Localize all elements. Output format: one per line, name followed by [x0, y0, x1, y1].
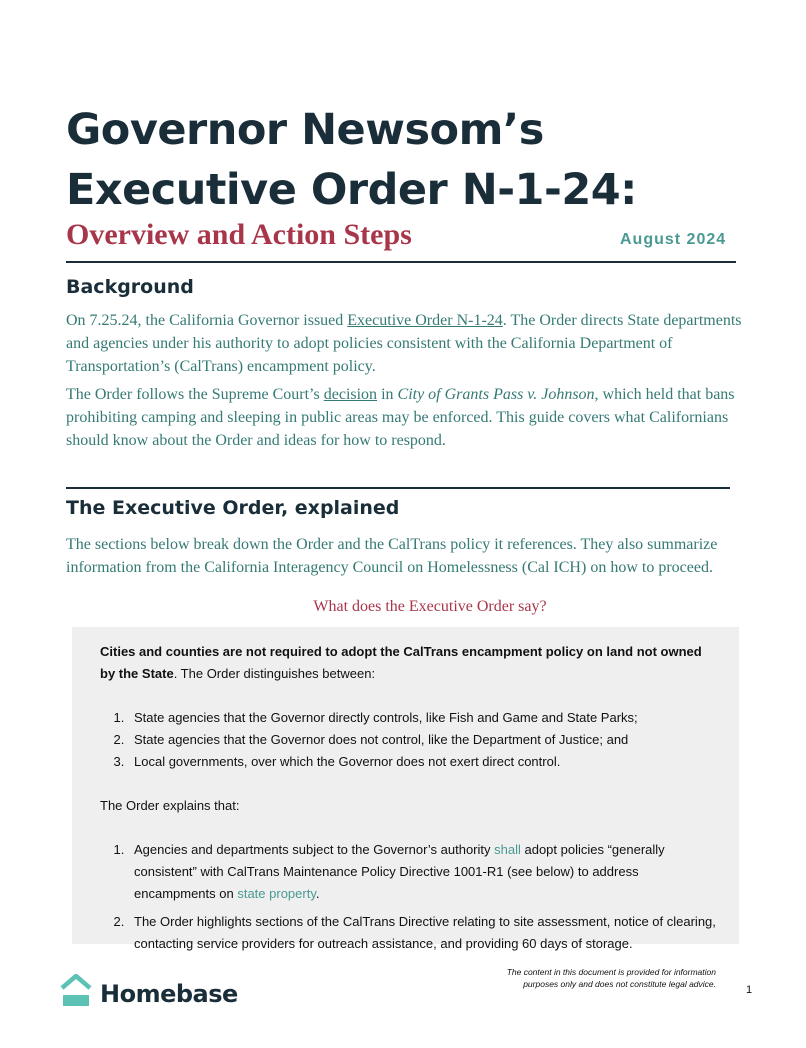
document-title: Governor Newsom’s Executive Order N-1-24: — [66, 105, 637, 215]
page-number: 1 — [746, 984, 753, 996]
supreme-court-decision-link[interactable]: decision — [323, 386, 378, 403]
list-item: 1. State agencies that the Governor directly controls, like Fish and Game and State Parks; — [128, 707, 720, 729]
case-name: City of Grants Pass v. Johnson — [397, 386, 595, 403]
executive-order-summary-box — [72, 627, 739, 951]
header-divider — [66, 261, 736, 263]
executive-order-link[interactable]: Executive Order N-1-24 — [347, 312, 503, 329]
box-question-heading: What does the Executive Order say? — [313, 598, 547, 615]
logo-text: Homebase — [100, 979, 238, 1008]
list-item: 3. Local governments, over which the Governor does not exert direct control. — [128, 751, 720, 773]
background-heading: Background — [66, 276, 194, 298]
background-paragraph-1: On 7.25.24, the California Governor issued Executive Order N-1-24. The Order directs State departments and agencies under his authority to adopt policies consistent with the California Department of Transportation’s (CalTrans) encampment policy. — [66, 312, 742, 375]
document-subtitle: Overview and Action Steps — [66, 218, 412, 251]
publication-date: August 2024 — [620, 231, 727, 248]
shall-highlight: shall — [494, 842, 521, 857]
order-explains-list — [100, 839, 720, 955]
explained-heading: The Executive Order, explained — [66, 497, 400, 519]
legal-disclaimer: The content in this document is provided for information purposes only and does not constitute legal advice. — [506, 967, 716, 989]
box-lead: Cities and counties are not required to adopt the CalTrans encampment policy on land not owned by the State. The Order distinguishes between: — [100, 644, 702, 681]
state-property-highlight: state property — [237, 886, 316, 901]
house-icon — [60, 974, 92, 1013]
list-item: 2. State agencies that the Governor does not control, like the Department of Justice; and — [128, 729, 720, 751]
explained-intro: The sections below break down the Order and the CalTrans policy it references. They also summarize information from the California Interagency Council on Homelessness (Cal ICH) on how to proceed. — [66, 536, 718, 576]
section-divider — [66, 487, 730, 489]
list-item: 2. The Order highlights sections of the CalTrans Directive relating to site assessment, notice of clearing, contacting service providers for outreach assistance, and providing 60 days of storage. — [128, 911, 720, 955]
distinction-list — [100, 707, 720, 773]
homebase-logo — [60, 974, 238, 1013]
background-paragraph-2: The Order follows the Supreme Court’s decision in City of Grants Pass v. Johnson, which held that bans prohibiting camping and sleeping in public areas may be enforced. This guide covers what Californians should know about the Order and ideas for how to respond. — [66, 386, 735, 449]
list-item: 1. Agencies and departments subject to the Governor’s authority shall adopt policies “generally consistent” with CalTrans Maintenance Policy Directive 1001-R1 (see below) to address encampments on state property. — [128, 839, 720, 905]
order-explains-text: The Order explains that: — [100, 798, 240, 813]
